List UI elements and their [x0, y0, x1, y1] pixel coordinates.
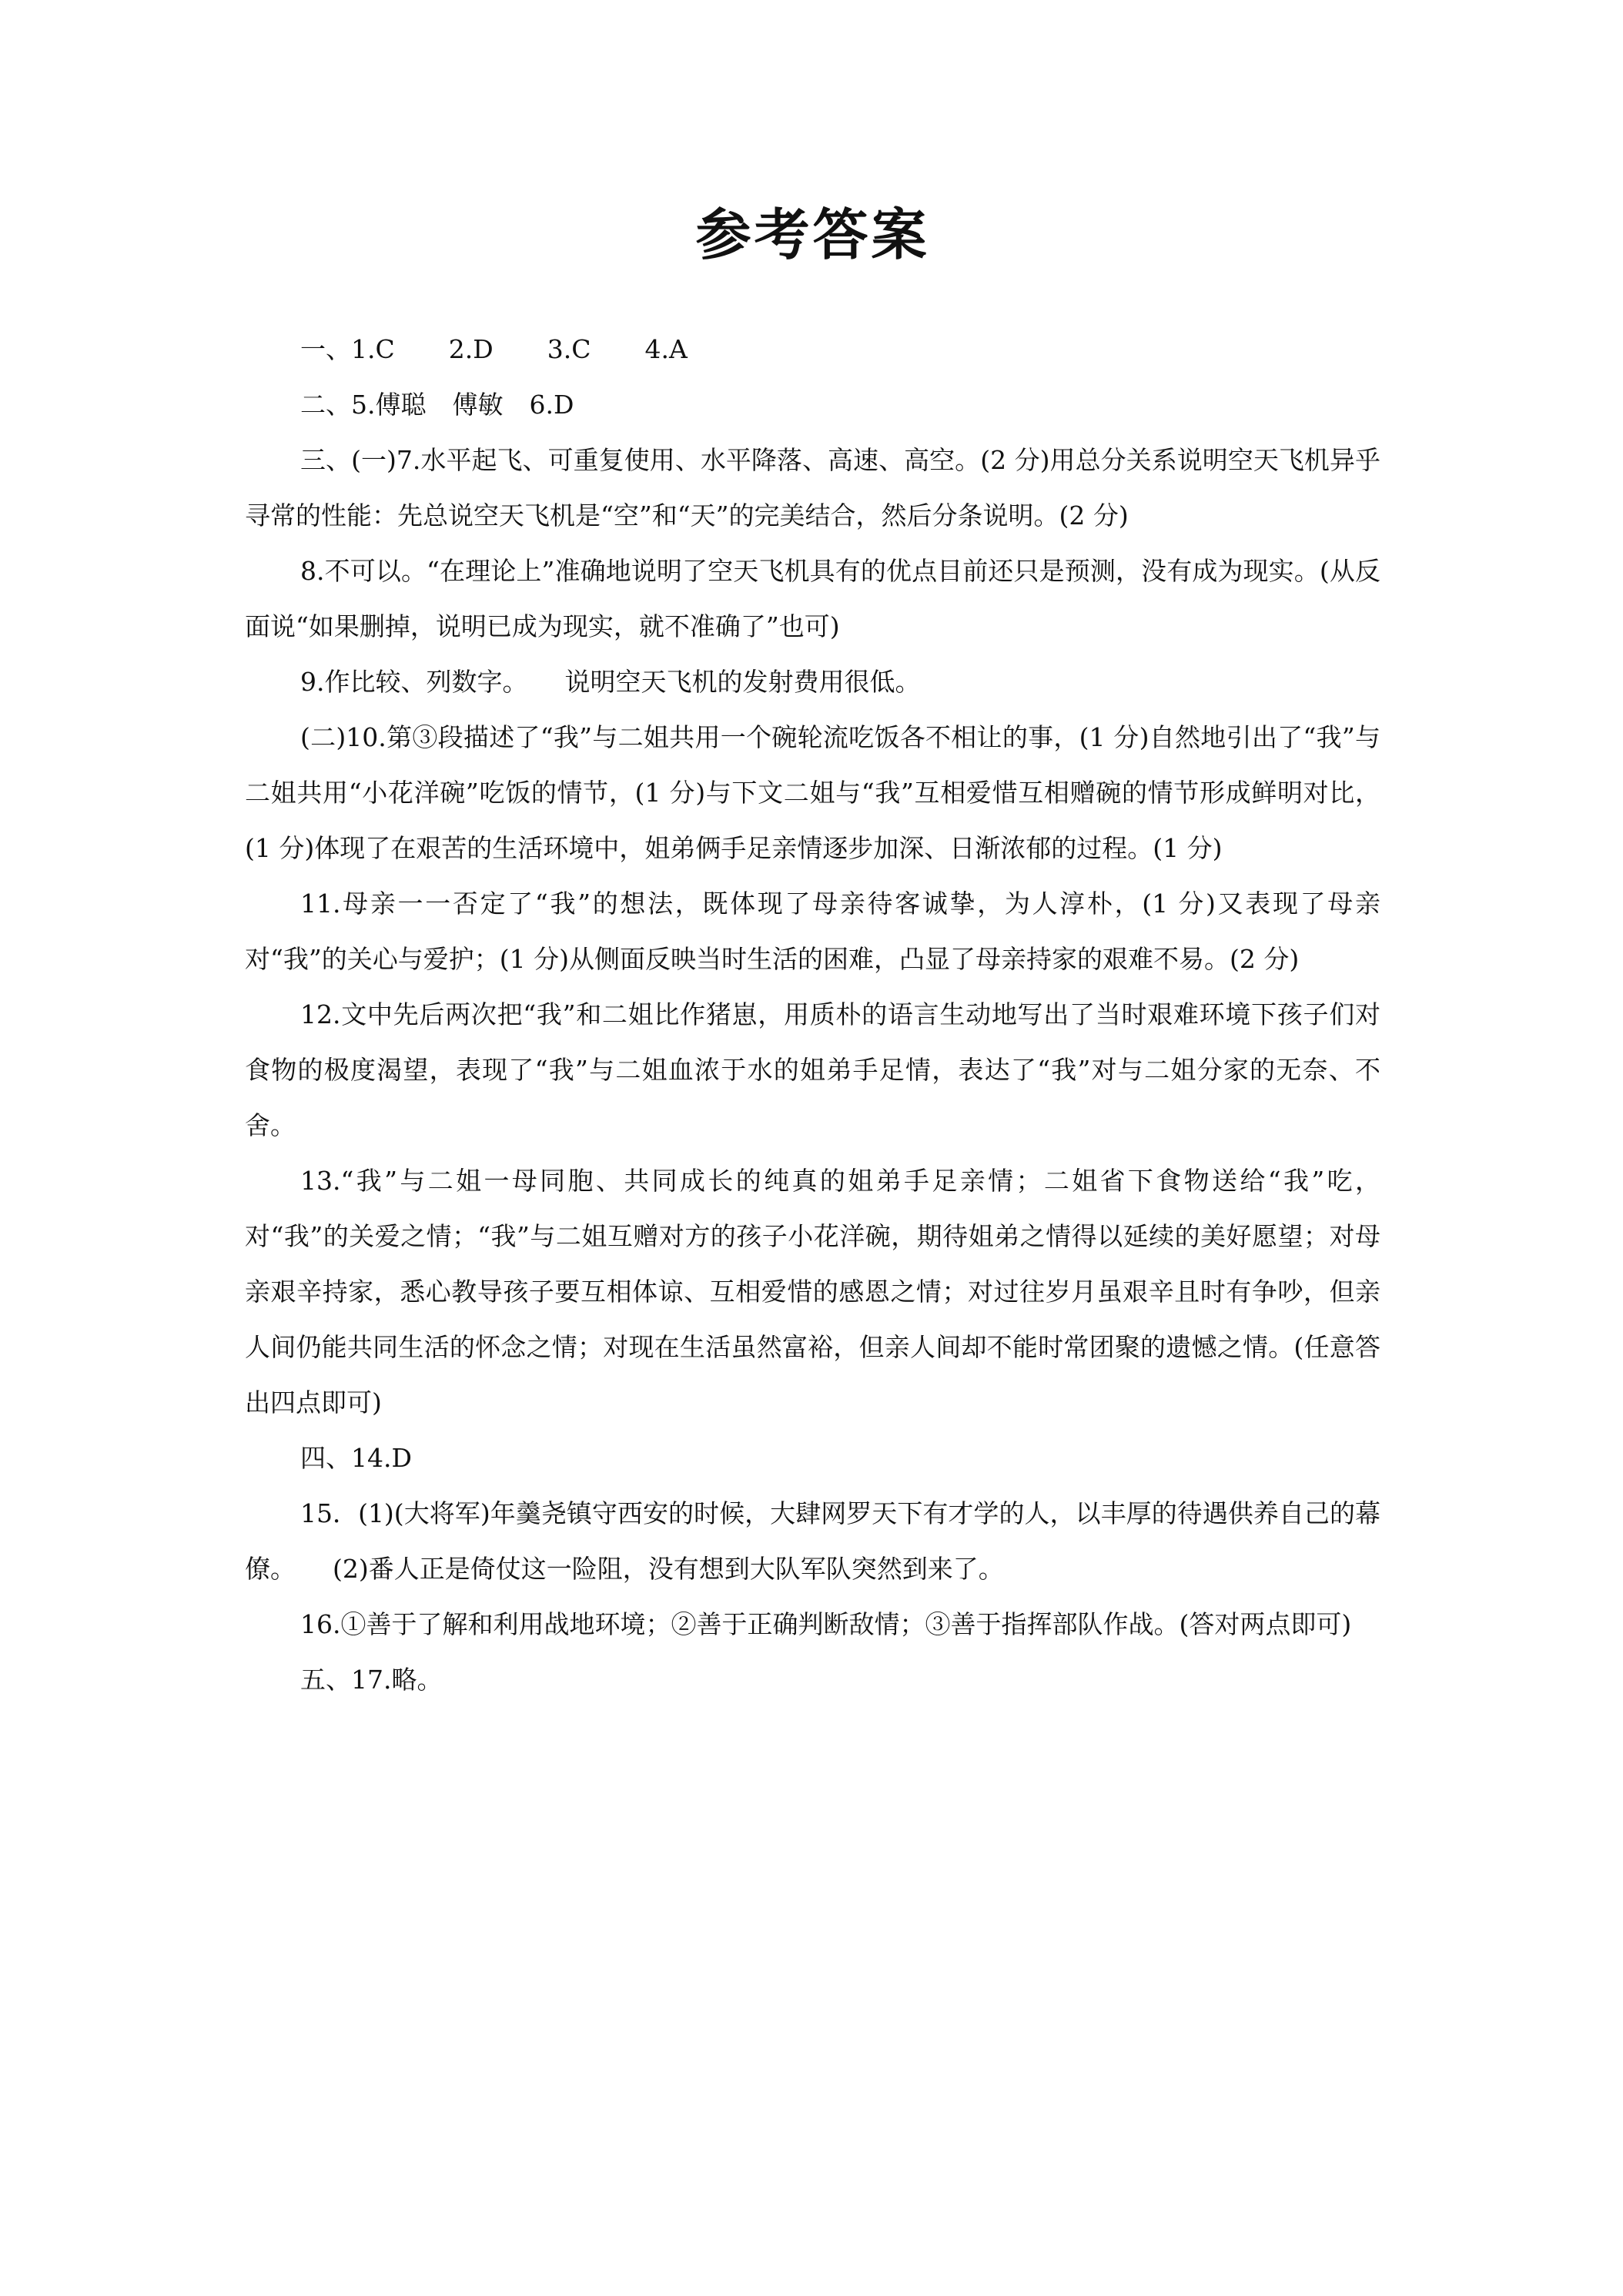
answer-15: [245, 1486, 1380, 1597]
answer-5a: 二、5.傅聪: [300, 390, 427, 420]
answer-17: 五、17.略。: [300, 1665, 443, 1695]
answer-9-part2: 说明空天飞机的发射费用很低。: [564, 667, 921, 697]
section1-answers: [245, 322, 1380, 377]
answer-8: 8.不可以。“在理论上”准确地说明了空天飞机具有的优点目前还只是预测，没有成为现实。(从反面说“如果删掉，说明已成为现实，就不准确了”也可): [245, 556, 1380, 641]
answer-15-part2: (2)番人正是倚仗这一险阻，没有想到大队军队突然到来了。: [333, 1554, 1004, 1584]
answer-document: [245, 192, 1380, 1708]
answer-16: 16.①善于了解和利用战地环境；②善于正确判断敌情；③善于指挥部队作战。(答对两点即可): [300, 1609, 1352, 1639]
answer-4: 4.A: [644, 334, 688, 364]
answer-9-part1: 9.作比较、列数字。: [300, 667, 528, 697]
answer-14: 四、14.D: [300, 1443, 412, 1473]
answer-12: 12.文中先后两次把“我”和二姐比作猪崽，用质朴的语言生动地写出了当时艰难环境下孩子们对食物的极度渴望，表现了“我”与二姐血浓于水的姐弟手足情，表达了“我”对与二姐分家的无奈、不舍。: [245, 999, 1380, 1140]
section2-answers: [245, 377, 1380, 433]
answer-6: 6.D: [529, 390, 574, 420]
answer-2: 2.D: [448, 334, 494, 364]
answer-11: 11.母亲一一否定了“我”的想法，既体现了母亲待客诚挚，为人淳朴，(1 分)又表现了母亲对“我”的关心与爱护；(1 分)从侧面反映当时生活的困难，凸显了母亲持家的艰难不易。(2 分): [245, 889, 1380, 974]
answer-13: 13.“我”与二姐一母同胞、共同成长的纯真的姐弟手足亲情；二姐省下食物送给“我”吃，对“我”的关爱之情；“我”与二姐互赠对方的孩子小花洋碗，期待姐弟之情得以延续的美好愿望；对母亲艰辛持家，悉心教导孩子要互相体谅、互相爱惜的感恩之情；对过往岁月虽艰辛且时有争吵，但亲人间仍能共同生活的怀念之情；对现在生活虽然富裕，但亲人间却不能时常团聚的遗憾之情。(任意答出四点即可): [245, 1166, 1380, 1417]
answer-15-part1: 15．(1)(大将军)年羹尧镇守西安的时候，大肆网罗天下有才学的人，以丰厚的待遇供养自己的幕僚。: [245, 1498, 1380, 1584]
answer-5b: 傅敏: [452, 390, 504, 420]
answer-10: (二)10.第③段描述了“我”与二姐共用一个碗轮流吃饭各不相让的事，(1 分)自然地引出了“我”与二姐共用“小花洋碗”吃饭的情节，(1 分)与下文二姐与“我”互相爱惜互相赠碗的情节形成鲜明对比，(1 分)体现了在艰苦的生活环境中，姐弟俩手足亲情逐步加深、日渐浓郁的过程。(1 分): [245, 722, 1380, 863]
answer-9: [245, 654, 1380, 710]
page-title: 参考答案: [695, 202, 930, 267]
section1-prefix: 一、: [300, 334, 351, 364]
answer-3: 3.C: [547, 334, 591, 364]
answer-1: 1.C: [351, 334, 395, 364]
answer-7: 三、(一)7.水平起飞、可重复使用、水平降落、高速、高空。(2 分)用总分关系说明空天飞机异乎寻常的性能：先总说空天飞机是“空”和“天”的完美结合，然后分条说明。(2 分): [245, 445, 1380, 530]
